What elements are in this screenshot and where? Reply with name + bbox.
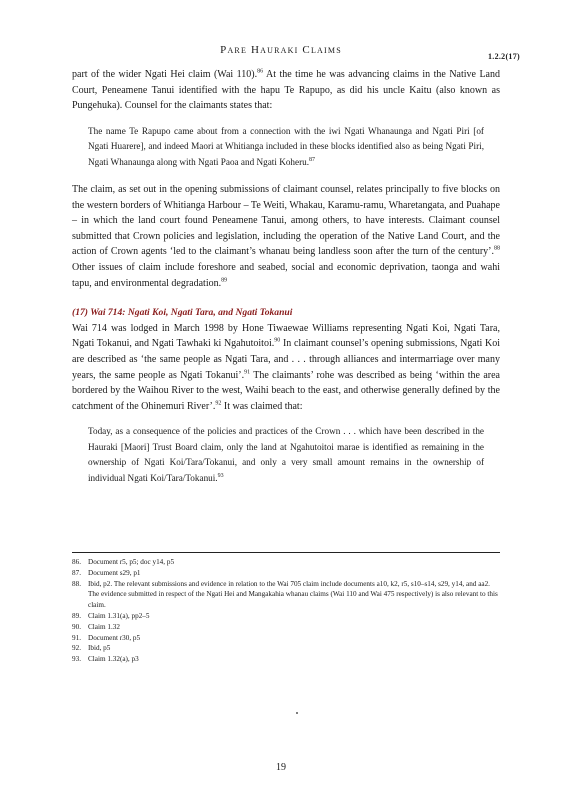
footnote-item: 92. Ibid, p5 — [72, 644, 111, 653]
footnote-ref[interactable]: 86 — [257, 68, 264, 75]
block-quote-2: Today, as a consequence of the policies and practices of the Crown . . . which have been described in the Hauraki [Maori] Trust Board claim, only the land at Ngahutoitoi marae is identified as remaining in the ownership of Ngati Koi/Tara/Tokanui, and only a very small amount remains in the ownership of individual Ngati Koi/Tara/Tokanui.$^{93}$ — [88, 426, 484, 483]
running-head: Pare Hauraki Claims — [220, 44, 342, 56]
paragraph-2: The claim, as set out in the opening submissions of claimant counsel, relates principally to five blocks on the western borders of Whitianga Harbour – Te Weiti, Whakau, Karamu-ramu, Wharetangata, and Puahape – in which the land court found Peneamene Tanui, among others, to have interests. Claimant counsel submitted that Crown policies and legislation, including the operation of the Native Land Court, and the action of Crown agents ‘led to the claimant’s whanau being landless soon after the turn of the century’.$^{88}$ Other issues of claim include foreshore and seabed, social and economic deprivation, taonga and wahi tapu, and environmental degradation.$^{89}$ — [72, 184, 500, 289]
section-reference: 1.2.2(17) — [487, 52, 520, 61]
footnote-item: 91. Document r30, p5 — [72, 633, 141, 642]
footnote-ref[interactable]: 91 — [244, 369, 251, 376]
footnote-item: 88. Ibid, p2. The relevant submissions and evidence in relation to the Wai 705 claim include documents a10, k2, r5, s10–s14, s29, y14, and aa2. The evidence submitted in respect of the Ngati Hei and Mangakahia whanau claims (Wai 110 and Wai 475 respectively) is also relevant to this claim. — [72, 579, 498, 610]
footnote-item: 86. Document r5, p5; doc y14, p5 — [72, 558, 175, 566]
footnote-item: 90. Claim 1.32 — [72, 622, 120, 631]
paragraph-1: part of the wider Ngati Hei claim (Wai 110).$^{86}$ At the time he was advancing claims in the Native Land Court, Peneamene Tanui identified with the hapu Te Rapupo, as did his uncle Kaitu (also known as Pungehuka). Counsel for the claimants states that: — [72, 68, 500, 112]
footnote-ref[interactable]: 90 — [274, 338, 281, 345]
footnote-item: 93. Claim 1.32(a), p3 — [72, 655, 139, 664]
section-heading: (17) Wai 714: Ngati Koi, Ngati Tara, and Ngati Tokanui — [72, 307, 293, 319]
paragraph-3: Wai 714 was lodged in March 1998 by Hone Tiwaewae Williams representing Ngati Koi, Ngati Tara, Ngati Tokanui, and Ngati Tawhaki ki Ngahutoitoi.$^{90}$ In claimant counsel’s opening submissions, Ngati Koi are described as ‘the same people as Ngati Tara, and . . . through alliances and intermarriage over many years, the same people as Ngati Tokanui’.$^{91}$ The claimants’ rohe was described as being ‘within the area bordered by the Waihou River to the west, Waihi beach to the east, and otherwise generally defined by the catchment of the Ohinemuri River’.$^{92}$ It was claimed that: — [72, 322, 501, 412]
footnote-divider — [72, 552, 500, 553]
footnote-ref[interactable]: 89 — [221, 277, 228, 284]
footnote-item: 87. Document s29, p1 — [72, 568, 141, 577]
footnote-ref[interactable]: 88 — [494, 246, 500, 253]
footnotes — [72, 557, 500, 665]
block-quote-1: The name Te Rapupo came about from a connection with the iwi Ngati Whanaunga and Ngati Piri [of Ngati Huarere], and indeed Maori at Whitianga included in these blocks identified also as being Ngati Piri, Ngati Whanaunga along with Ngati Paoa and Ngati Koheru.$^{87}$ — [88, 125, 484, 167]
footnote-item: 89. Claim 1.31(a), pp2–5 — [72, 611, 150, 620]
footnote-ref[interactable]: 87 — [309, 156, 316, 163]
footnote-ref[interactable]: 92 — [215, 400, 222, 407]
footnote-ref[interactable]: 93 — [217, 472, 224, 479]
scan-speck — [296, 712, 298, 714]
main-text — [72, 67, 500, 498]
page-number: 19 — [276, 762, 286, 773]
